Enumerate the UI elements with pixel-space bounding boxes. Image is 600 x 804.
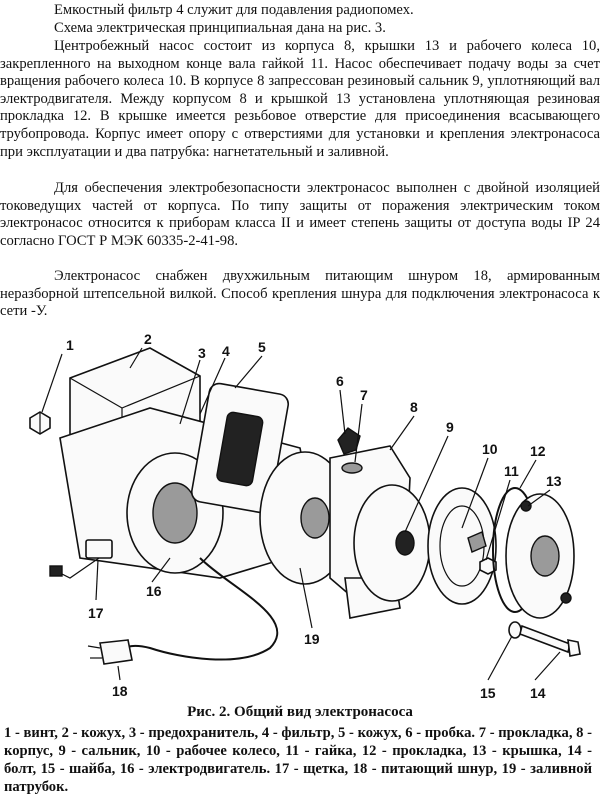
washer-part (509, 622, 521, 638)
label-12: 12 (530, 443, 546, 459)
label-9: 9 (446, 419, 454, 435)
label-18: 18 (112, 683, 128, 699)
label-3: 3 (198, 345, 206, 361)
paragraph-pump: Центробежный насос состоит из корпуса 8, крышки 13 и рабочего колеса 10, закрепленного на выходном конце вала гайкой 11. Насос обеспечивает подачу воды за счет вращения рабочего колеса 10. В корпусе 8 запрессован резиновый сальник 9, уплотняющий вал электродвигателя. Между корпусом 8 и крышкой 13 установлена уплотняющая резиновая прокладка 12. В крышке имеется резьбовое отверстие для присоединения всасывающего трубопровода. Корпус имеет опору с отверстиями для установки и крепления электронасоса при эксплуатации и два патрубка: нагнетательный и заливной. (0, 38, 600, 160)
label-7: 7 (360, 387, 368, 403)
paragraph-cord: Электронасос снабжен двухжильным питающим шнуром 18, армированным неразборной штепсельной вилкой. Способ крепления шнура для подключения электронасоса к сети -У. (0, 268, 600, 320)
pump-cover-part (506, 494, 574, 618)
label-14: 14 (530, 685, 546, 701)
label-11: 11 (504, 463, 519, 479)
label-4: 4 (222, 343, 230, 359)
label-17: 17 (88, 605, 104, 621)
screw-part (30, 412, 50, 434)
figure-caption: Рис. 2. Общий вид электронасоса (187, 704, 413, 720)
label-16: 16 (146, 583, 162, 599)
figure-legend: 1 - винт, 2 - кожух, 3 - предохранитель, 4 - фильтр, 5 - кожух, 6 - пробка. 7 - прокладка, 8 - корпус, 9 - сальник, 10 - рабочее колесо, 11 - гайка, 12 - прокладка, 13 - крышка, 14 - болт, 15 - шайба, 16 - электродвигатель. 17 - щетка, 18 - питающий шнур, 19 - заливной патрубок. (4, 725, 592, 795)
label-1: 1 (66, 337, 74, 353)
bolt-part (520, 626, 580, 656)
paragraph-filter: Емкостный фильтр 4 служит для подавления радиопомех. (54, 2, 414, 18)
label-6: 6 (336, 373, 344, 389)
label-13: 13 (546, 473, 562, 489)
label-10: 10 (482, 441, 498, 457)
paragraph-scheme: Схема электрическая принципиальная дана на рис. 3. (54, 20, 386, 36)
power-cord-part (88, 558, 277, 664)
label-5: 5 (258, 339, 266, 355)
impeller-part (428, 488, 496, 604)
pump-exploded-view (0, 328, 600, 704)
paragraph-safety: Для обеспечения электробезопасности электронасос выполнен с двойной изоляцией токоведущих частей от корпуса. По типу защиты от поражения электрическим током электронасос относится к приборам класса II и имеет степень защиты от доступа воды IP 24 согласно ГОСТ Р МЭК 60335-2-41-98. (0, 180, 600, 249)
label-19: 19 (304, 631, 320, 647)
label-8: 8 (410, 399, 418, 415)
label-15: 15 (480, 685, 496, 701)
plug-gasket-part (342, 463, 362, 473)
label-2: 2 (144, 331, 152, 347)
